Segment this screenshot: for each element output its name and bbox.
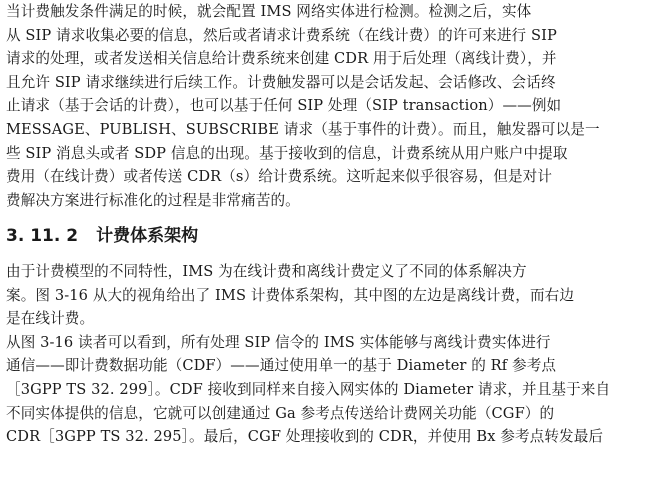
text-line: 从 SIP 请求收集必要的信息，然后或者请求计费系统（在线计费）的许可来进行 SIP [6, 26, 557, 44]
text-line: 费用（在线计费）或者传送 CDR（s）给计费系统。这听起来似乎很容易，但是对计 [6, 168, 553, 186]
text-line: 由于计费模型的不同特性，IMS 为在线计费和离线计费定义了不同的体系解决方 [6, 263, 527, 280]
text-line: 且允许 SIP 请求继续进行后续工作。计费触发器可以是会话发起、会话修改、会话终 [6, 73, 556, 91]
text-line: MESSAGE、PUBLISH、SUBSCRIBE 请求（基于事件的计费）。而且，触发器可以是一 [6, 120, 600, 138]
text-line: 从图 3-16 读者可以看到，所有处理 SIP 信令的 IMS 实体能够与离线计费实体进行 [6, 333, 551, 351]
text-line: 些 SIP 消息头或者 SDP 信息的出现。基于接收到的信息，计费系统从用户账户中提取 [6, 144, 568, 162]
section-number: 3. 11. 2 [6, 226, 79, 246]
text-line: 请求的处理，或者发送相关信息给计费系统来创建 CDR 用于后处理（离线计费），并 [6, 50, 557, 68]
paragraph-architecture-intro [6, 260, 610, 449]
text-line: 案。图 3-16 从大的视角给出了 IMS 计费体系架构，其中图的左边是离线计费，而右边 [6, 286, 575, 304]
section-title: 计费体系架构 [96, 226, 199, 246]
text-line: 费解决方案进行标准化的过程是非常痛苦的。 [6, 191, 300, 209]
text-line: CDR［3GPP TS 32. 295］。最后，CGF 处理接收到的 CDR，并使用 Bx 参考点转发最后 [6, 428, 604, 446]
text-line: ［3GPP TS 32. 299］。CDF 接收到同样来自接入网实体的 Diameter 请求，并且基于来自 [6, 380, 611, 398]
text-line: 是在线计费。 [6, 310, 95, 328]
section-heading [6, 224, 198, 248]
paragraph-charging-trigger [6, 0, 600, 212]
text-line: 当计费触发条件满足的时候，就会配置 IMS 网络实体进行检测。检测之后，实体 [6, 3, 532, 20]
text-line: 不同实体提供的信息，它就可以创建通过 Ga 参考点传送给计费网关功能（CGF）的 [6, 404, 555, 422]
text-line: 通信——即计费数据功能（CDF）——通过使用单一的基于 Diameter 的 Rf 参考点 [6, 357, 557, 375]
text-line: 止请求（基于会话的计费），也可以基于任何 SIP 处理（SIP transaction）——例如 [6, 97, 562, 115]
